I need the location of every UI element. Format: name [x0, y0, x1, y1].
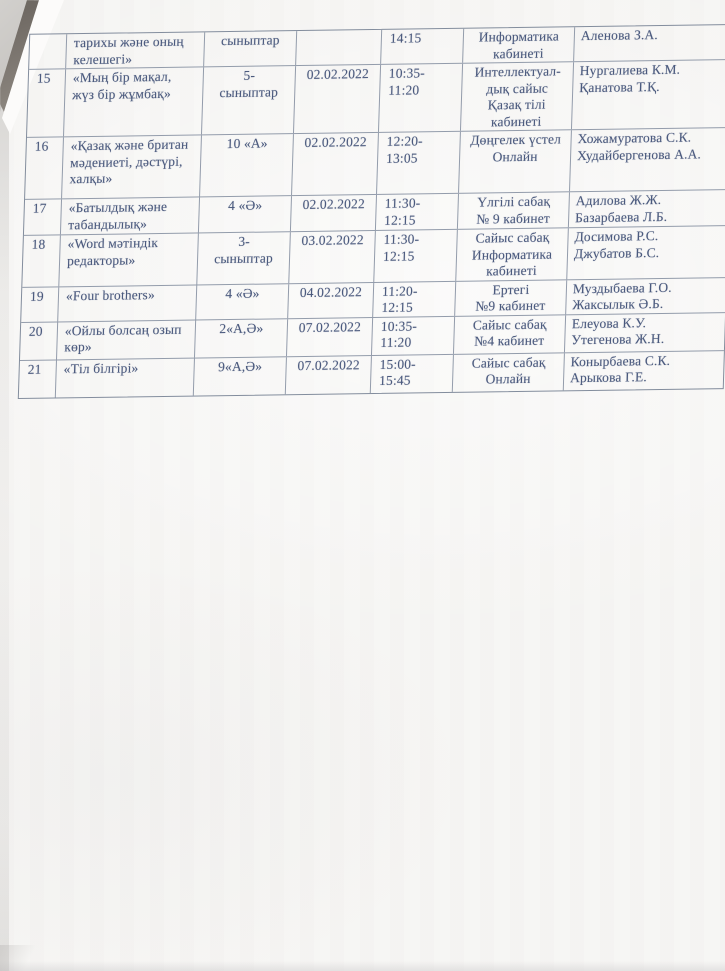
- cell-grade: 5- сыныптар: [202, 66, 296, 134]
- cell-staff: Елеуова К.У. Утегенова Ж.Н.: [571, 314, 665, 348]
- cell-row-number: 15: [27, 69, 66, 137]
- cell-staff: Конырбаева С.К. Арыкова Г.Е.: [569, 352, 671, 386]
- cell-time: 11:30- 12:15: [376, 194, 459, 230]
- cell-event-name: «Word мәтіндік редакторы»: [59, 233, 199, 285]
- cell-date: 03.02.2022: [289, 231, 376, 283]
- cell-time: 11:20- 12:15: [373, 281, 456, 316]
- cell-time: 12:20- 13:05: [377, 132, 461, 194]
- cell-row-number: 19: [21, 287, 59, 322]
- scan-edge-bottom: [0, 961, 725, 971]
- cell-staff: Муздыбаева Г.О. Жаксылык Ә.Б.: [572, 279, 673, 313]
- cell-grade: сыныптар: [204, 31, 297, 66]
- cell-staff: Адилова Ж.Ж. Базарбаева Л.Б.: [574, 191, 668, 225]
- cell-time: 10:35- 11:20: [379, 64, 463, 132]
- cell-format: Сайыс сабақ Онлайн: [453, 353, 565, 392]
- cell-date: 04.02.2022: [288, 283, 374, 318]
- cell-grade: 3- сыныптар: [197, 232, 291, 284]
- cell-format: Ертегі №9 кабинет: [455, 280, 567, 316]
- cell-grade: 2«А,Ә»: [195, 319, 288, 357]
- cell-event-name: «Four brothers»: [58, 285, 197, 321]
- cell-event-name: «Тіл білгірі»: [56, 358, 195, 397]
- cell-date: [296, 30, 382, 65]
- cell-date: 02.02.2022: [292, 133, 379, 195]
- table-row-16: [25, 128, 725, 200]
- cell-date: 07.02.2022: [286, 356, 372, 394]
- cell-staff: Нургалиева К.М. Қанатова Т.Қ.: [579, 61, 681, 95]
- cell-staff: Аленова З.А.: [580, 27, 659, 44]
- cell-grade: 10 «А»: [200, 134, 294, 196]
- cell-time: 11:30- 12:15: [374, 230, 458, 282]
- cell-row-number: 20: [20, 322, 58, 360]
- cell-format: Дөңгелек үстел Онлайн: [459, 130, 572, 193]
- cell-event-name: «Мың бір мақал, жүз бір жұмбақ»: [64, 67, 204, 136]
- cell-format: Үлгілі сабақ № 9 кабинет: [458, 192, 570, 229]
- cell-staff: Хожамуратова С.К. Худайбергенова А.А.: [576, 129, 702, 163]
- cell-date: 07.02.2022: [287, 318, 373, 356]
- cell-row-number: [29, 34, 67, 69]
- cell-event-name: тарихы және оның келешегі»: [66, 32, 205, 68]
- cell-time: 15:00- 15:45: [371, 354, 454, 392]
- cell-row-number: 18: [22, 235, 61, 286]
- cell-grade: 9«А,Ә»: [194, 357, 287, 395]
- cell-format: Интеллектуал- дық сайыс Қазақ тілі кабинеті: [461, 62, 574, 131]
- cell-event-name: «Қазақ және британ мәдениеті, дәстүрі, халқы»: [62, 135, 202, 198]
- event-schedule-table: [18, 24, 725, 399]
- cell-format: Информатика кабинеті: [463, 27, 575, 63]
- cell-time: 14:15: [381, 29, 464, 64]
- cell-event-name: «Батылдық және табандылық»: [61, 197, 200, 234]
- cell-grade: 4 «Ә»: [196, 284, 289, 319]
- cell-format: Сайыс сабақ Информатика кабинеті: [456, 228, 569, 280]
- table-row-15: [27, 60, 725, 138]
- cell-time: 10:35- 11:20: [372, 316, 455, 354]
- cell-row-number: 17: [24, 199, 62, 235]
- cell-date: 02.02.2022: [294, 65, 381, 133]
- cell-event-name: «Ойлы болсаң озып көр»: [57, 320, 196, 359]
- cell-row-number: 21: [19, 360, 57, 398]
- cell-format: Сайыс сабақ №4 кабинет: [454, 315, 566, 354]
- cell-grade: 4 «Ә»: [199, 196, 292, 232]
- scan-corner-bottom-left-shadow: [0, 945, 40, 971]
- cell-staff: Досимова Р.С. Джубатов Б.С.: [573, 228, 660, 261]
- cell-date: 02.02.2022: [291, 195, 377, 231]
- cell-row-number: 16: [25, 137, 64, 199]
